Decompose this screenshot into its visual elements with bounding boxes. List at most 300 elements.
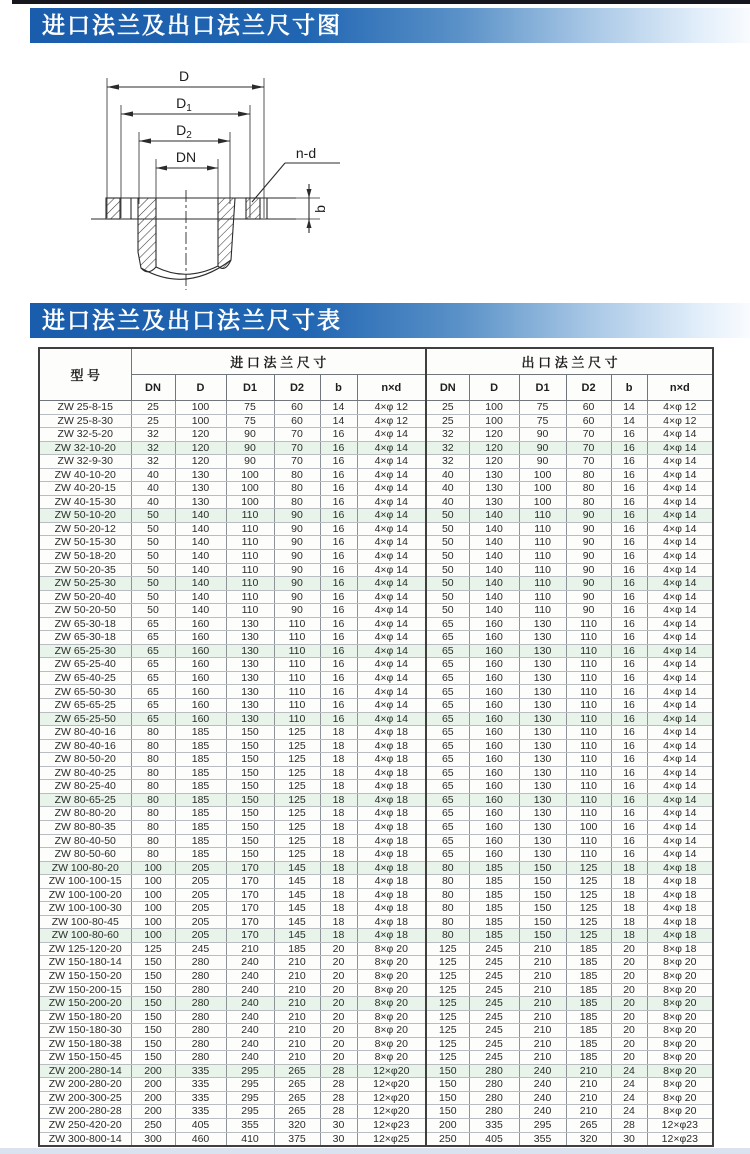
column-header-d2: D2 — [274, 375, 320, 401]
value-cell: 4×φ 14 — [357, 468, 426, 482]
table-row — [39, 522, 713, 536]
value-cell: 50 — [426, 509, 469, 523]
value-cell: 405 — [469, 1132, 519, 1146]
value-cell: 80 — [274, 495, 320, 509]
value-cell: 90 — [566, 536, 611, 550]
value-cell: 185 — [175, 848, 226, 862]
value-cell: 16 — [320, 712, 357, 726]
value-cell: 185 — [175, 834, 226, 848]
model-cell: ZW 50-10-20 — [39, 509, 131, 523]
value-cell: 265 — [274, 1091, 320, 1105]
value-cell: 240 — [519, 1078, 566, 1092]
value-cell: 90 — [274, 563, 320, 577]
value-cell: 110 — [274, 644, 320, 658]
value-cell: 150 — [131, 956, 175, 970]
value-cell: 125 — [566, 888, 611, 902]
value-cell: 18 — [320, 739, 357, 753]
value-cell: 8×φ 20 — [647, 956, 713, 970]
model-cell: ZW 32-5-20 — [39, 428, 131, 442]
value-cell: 200 — [426, 1118, 469, 1132]
value-cell: 125 — [426, 1010, 469, 1024]
table-row — [39, 401, 713, 415]
value-cell: 150 — [226, 834, 274, 848]
value-cell: 125 — [566, 875, 611, 889]
value-cell: 25 — [131, 401, 175, 415]
value-cell: 335 — [175, 1078, 226, 1092]
value-cell: 40 — [426, 468, 469, 482]
value-cell: 16 — [320, 658, 357, 672]
value-cell: 16 — [611, 455, 647, 469]
table-row — [39, 1132, 713, 1146]
value-cell: 4×φ 14 — [647, 807, 713, 821]
value-cell: 110 — [566, 766, 611, 780]
value-cell: 8×φ 20 — [647, 1010, 713, 1024]
value-cell: 150 — [131, 969, 175, 983]
value-cell: 110 — [226, 590, 274, 604]
value-cell: 280 — [175, 1037, 226, 1051]
value-cell: 14 — [611, 414, 647, 428]
column-header-dn: DN — [426, 375, 469, 401]
table-row — [39, 780, 713, 794]
value-cell: 90 — [274, 536, 320, 550]
sub-header-row — [39, 375, 713, 401]
value-cell: 8×φ 20 — [357, 983, 426, 997]
value-cell: 75 — [519, 414, 566, 428]
value-cell: 18 — [611, 888, 647, 902]
value-cell: 8×φ 20 — [647, 1091, 713, 1105]
value-cell: 4×φ 18 — [357, 848, 426, 862]
value-cell: 4×φ 14 — [647, 848, 713, 862]
model-cell: ZW 65-25-40 — [39, 658, 131, 672]
value-cell: 160 — [469, 739, 519, 753]
value-cell: 16 — [320, 617, 357, 631]
table-row — [39, 753, 713, 767]
value-cell: 245 — [469, 997, 519, 1011]
value-cell: 150 — [519, 888, 566, 902]
value-cell: 140 — [175, 536, 226, 550]
value-cell: 160 — [469, 726, 519, 740]
value-cell: 150 — [226, 726, 274, 740]
value-cell: 16 — [611, 685, 647, 699]
value-cell: 4×φ 14 — [357, 712, 426, 726]
value-cell: 80 — [274, 468, 320, 482]
value-cell: 30 — [611, 1132, 647, 1146]
value-cell: 4×φ 14 — [647, 428, 713, 442]
value-cell: 265 — [274, 1105, 320, 1119]
table-row — [39, 509, 713, 523]
value-cell: 160 — [175, 644, 226, 658]
value-cell: 210 — [274, 1037, 320, 1051]
value-cell: 16 — [320, 455, 357, 469]
table-row — [39, 997, 713, 1011]
thickness-dimension — [278, 184, 328, 233]
value-cell: 65 — [426, 644, 469, 658]
value-cell: 12×φ20 — [357, 1078, 426, 1092]
value-cell: 16 — [611, 834, 647, 848]
value-cell: 210 — [274, 1010, 320, 1024]
value-cell: 65 — [426, 712, 469, 726]
value-cell: 50 — [426, 577, 469, 591]
value-cell: 18 — [320, 915, 357, 929]
value-cell: 120 — [469, 455, 519, 469]
value-cell: 110 — [566, 807, 611, 821]
value-cell: 8×φ 20 — [647, 1105, 713, 1119]
table-row — [39, 712, 713, 726]
section-title-table: 进口法兰及出口法兰尺寸表 — [30, 303, 750, 338]
value-cell: 70 — [274, 455, 320, 469]
value-cell: 20 — [611, 956, 647, 970]
value-cell: 90 — [519, 428, 566, 442]
value-cell: 4×φ 18 — [357, 902, 426, 916]
value-cell: 80 — [426, 861, 469, 875]
value-cell: 245 — [469, 1024, 519, 1038]
value-cell: 130 — [226, 644, 274, 658]
value-cell: 16 — [611, 495, 647, 509]
value-cell: 4×φ 14 — [647, 536, 713, 550]
value-cell: 160 — [469, 617, 519, 631]
value-cell: 16 — [320, 563, 357, 577]
value-cell: 14 — [320, 401, 357, 415]
value-cell: 100 — [131, 902, 175, 916]
value-cell: 110 — [519, 522, 566, 536]
value-cell: 65 — [426, 766, 469, 780]
value-cell: 80 — [131, 820, 175, 834]
table-row — [39, 550, 713, 564]
value-cell: 150 — [226, 780, 274, 794]
value-cell: 8×φ 20 — [357, 1051, 426, 1065]
value-cell: 4×φ 14 — [357, 631, 426, 645]
value-cell: 4×φ 14 — [357, 550, 426, 564]
value-cell: 160 — [175, 617, 226, 631]
value-cell: 140 — [469, 604, 519, 618]
value-cell: 90 — [566, 522, 611, 536]
value-cell: 8×φ 20 — [357, 969, 426, 983]
value-cell: 50 — [131, 563, 175, 577]
value-cell: 130 — [226, 671, 274, 685]
value-cell: 65 — [426, 617, 469, 631]
value-cell: 18 — [320, 848, 357, 862]
value-cell: 210 — [226, 942, 274, 956]
value-cell: 125 — [274, 739, 320, 753]
value-cell: 280 — [175, 997, 226, 1011]
value-cell: 18 — [320, 726, 357, 740]
value-cell: 8×φ 20 — [647, 1024, 713, 1038]
value-cell: 90 — [226, 428, 274, 442]
value-cell: 90 — [566, 577, 611, 591]
flange-body — [91, 198, 296, 279]
value-cell: 80 — [131, 807, 175, 821]
value-cell: 280 — [469, 1064, 519, 1078]
value-cell: 70 — [566, 441, 611, 455]
value-cell: 130 — [226, 699, 274, 713]
value-cell: 70 — [566, 428, 611, 442]
value-cell: 150 — [131, 1024, 175, 1038]
value-cell: 125 — [131, 942, 175, 956]
value-cell: 320 — [274, 1118, 320, 1132]
value-cell: 125 — [566, 861, 611, 875]
value-cell: 160 — [469, 685, 519, 699]
value-cell: 18 — [320, 902, 357, 916]
value-cell: 130 — [519, 617, 566, 631]
value-cell: 4×φ 18 — [357, 888, 426, 902]
value-cell: 40 — [131, 482, 175, 496]
value-cell: 24 — [611, 1064, 647, 1078]
value-cell: 8×φ 20 — [357, 1024, 426, 1038]
value-cell: 130 — [469, 468, 519, 482]
label-D: D — [178, 68, 190, 84]
value-cell: 245 — [469, 956, 519, 970]
value-cell: 18 — [611, 929, 647, 943]
value-cell: 20 — [611, 983, 647, 997]
value-cell: 65 — [131, 671, 175, 685]
table-row — [39, 942, 713, 956]
value-cell: 170 — [226, 875, 274, 889]
value-cell: 18 — [611, 861, 647, 875]
value-cell: 110 — [274, 658, 320, 672]
model-cell: ZW 25-8-15 — [39, 401, 131, 415]
value-cell: 4×φ 14 — [357, 522, 426, 536]
value-cell: 16 — [320, 644, 357, 658]
value-cell: 125 — [274, 834, 320, 848]
value-cell: 90 — [274, 522, 320, 536]
value-cell: 4×φ 14 — [647, 834, 713, 848]
value-cell: 280 — [175, 1024, 226, 1038]
value-cell: 16 — [320, 685, 357, 699]
value-cell: 4×φ 18 — [357, 929, 426, 943]
value-cell: 50 — [131, 536, 175, 550]
value-cell: 140 — [469, 536, 519, 550]
value-cell: 18 — [320, 929, 357, 943]
value-cell: 8×φ 20 — [647, 1064, 713, 1078]
table-row — [39, 536, 713, 550]
value-cell: 16 — [320, 604, 357, 618]
value-cell: 25 — [426, 401, 469, 415]
value-cell: 150 — [131, 1010, 175, 1024]
value-cell: 185 — [175, 793, 226, 807]
value-cell: 110 — [566, 793, 611, 807]
value-cell: 18 — [320, 753, 357, 767]
value-cell: 140 — [175, 550, 226, 564]
value-cell: 410 — [226, 1132, 274, 1146]
value-cell: 140 — [175, 604, 226, 618]
value-cell: 150 — [226, 766, 274, 780]
table-row — [39, 685, 713, 699]
value-cell: 150 — [426, 1064, 469, 1078]
table-row — [39, 929, 713, 943]
model-cell: ZW 65-30-18 — [39, 617, 131, 631]
value-cell: 20 — [320, 997, 357, 1011]
table-row — [39, 414, 713, 428]
value-cell: 90 — [274, 550, 320, 564]
model-cell: ZW 100-80-45 — [39, 915, 131, 929]
value-cell: 32 — [426, 428, 469, 442]
value-cell: 4×φ 14 — [647, 495, 713, 509]
value-cell: 375 — [274, 1132, 320, 1146]
value-cell: 140 — [469, 590, 519, 604]
value-cell: 125 — [274, 807, 320, 821]
model-cell: ZW 40-15-30 — [39, 495, 131, 509]
value-cell: 245 — [469, 1037, 519, 1051]
model-cell: ZW 25-8-30 — [39, 414, 131, 428]
value-cell: 16 — [320, 536, 357, 550]
value-cell: 80 — [131, 793, 175, 807]
value-cell: 210 — [519, 1037, 566, 1051]
model-cell: ZW 200-300-25 — [39, 1091, 131, 1105]
value-cell: 185 — [566, 997, 611, 1011]
value-cell: 16 — [611, 807, 647, 821]
value-cell: 110 — [519, 509, 566, 523]
value-cell: 16 — [320, 577, 357, 591]
value-cell: 28 — [611, 1118, 647, 1132]
value-cell: 145 — [274, 888, 320, 902]
value-cell: 125 — [426, 1024, 469, 1038]
value-cell: 16 — [320, 495, 357, 509]
value-cell: 4×φ 14 — [647, 658, 713, 672]
model-cell: ZW 50-18-20 — [39, 550, 131, 564]
value-cell: 16 — [320, 482, 357, 496]
value-cell: 4×φ 14 — [647, 753, 713, 767]
value-cell: 30 — [320, 1132, 357, 1146]
value-cell: 130 — [519, 726, 566, 740]
value-cell: 160 — [175, 658, 226, 672]
value-cell: 130 — [226, 631, 274, 645]
value-cell: 90 — [566, 563, 611, 577]
value-cell: 32 — [426, 441, 469, 455]
value-cell: 20 — [611, 1051, 647, 1065]
value-cell: 100 — [175, 414, 226, 428]
value-cell: 40 — [131, 495, 175, 509]
table-row — [39, 1064, 713, 1078]
value-cell: 90 — [274, 577, 320, 591]
value-cell: 4×φ 14 — [647, 644, 713, 658]
value-cell: 50 — [131, 509, 175, 523]
value-cell: 65 — [426, 726, 469, 740]
value-cell: 4×φ 14 — [357, 644, 426, 658]
value-cell: 65 — [426, 631, 469, 645]
value-cell: 32 — [426, 455, 469, 469]
value-cell: 4×φ 14 — [647, 577, 713, 591]
value-cell: 280 — [175, 969, 226, 983]
value-cell: 28 — [320, 1091, 357, 1105]
model-cell: ZW 80-50-20 — [39, 753, 131, 767]
value-cell: 4×φ 14 — [647, 685, 713, 699]
model-cell: ZW 65-40-25 — [39, 671, 131, 685]
value-cell: 4×φ 18 — [357, 807, 426, 821]
export-group-header: 出 口 法 兰 尺 寸 — [426, 348, 713, 375]
value-cell: 125 — [566, 902, 611, 916]
value-cell: 160 — [469, 780, 519, 794]
value-cell: 90 — [274, 509, 320, 523]
value-cell: 4×φ 18 — [647, 929, 713, 943]
value-cell: 210 — [519, 1024, 566, 1038]
value-cell: 20 — [611, 1024, 647, 1038]
value-cell: 200 — [131, 1064, 175, 1078]
model-cell: ZW 65-25-50 — [39, 712, 131, 726]
value-cell: 100 — [519, 482, 566, 496]
value-cell: 120 — [469, 428, 519, 442]
value-cell: 4×φ 14 — [647, 780, 713, 794]
table-row — [39, 726, 713, 740]
value-cell: 295 — [519, 1118, 566, 1132]
value-cell: 210 — [519, 956, 566, 970]
value-cell: 75 — [226, 414, 274, 428]
value-cell: 20 — [320, 1037, 357, 1051]
value-cell: 205 — [175, 902, 226, 916]
value-cell: 130 — [226, 712, 274, 726]
value-cell: 240 — [226, 969, 274, 983]
value-cell: 90 — [226, 455, 274, 469]
value-cell: 185 — [469, 875, 519, 889]
value-cell: 8×φ 20 — [647, 1078, 713, 1092]
value-cell: 185 — [469, 902, 519, 916]
model-cell: ZW 200-280-20 — [39, 1078, 131, 1092]
section-title-diagram: 进口法兰及出口法兰尺寸图 — [30, 8, 750, 43]
value-cell: 4×φ 14 — [647, 455, 713, 469]
value-cell: 4×φ 18 — [647, 915, 713, 929]
value-cell: 185 — [566, 956, 611, 970]
value-cell: 185 — [469, 861, 519, 875]
value-cell: 80 — [131, 766, 175, 780]
value-cell: 12×φ23 — [647, 1118, 713, 1132]
value-cell: 100 — [131, 861, 175, 875]
value-cell: 110 — [519, 590, 566, 604]
value-cell: 335 — [469, 1118, 519, 1132]
value-cell: 20 — [320, 983, 357, 997]
value-cell: 18 — [320, 875, 357, 889]
value-cell: 16 — [611, 522, 647, 536]
value-cell: 90 — [566, 604, 611, 618]
value-cell: 280 — [175, 983, 226, 997]
value-cell: 18 — [611, 902, 647, 916]
value-cell: 125 — [426, 983, 469, 997]
value-cell: 160 — [175, 712, 226, 726]
value-cell: 140 — [175, 590, 226, 604]
value-cell: 185 — [566, 1010, 611, 1024]
column-header-d2: D2 — [566, 375, 611, 401]
model-cell: ZW 50-20-50 — [39, 604, 131, 618]
value-cell: 20 — [611, 1010, 647, 1024]
value-cell: 205 — [175, 915, 226, 929]
value-cell: 4×φ 14 — [647, 522, 713, 536]
value-cell: 150 — [519, 875, 566, 889]
value-cell: 50 — [426, 590, 469, 604]
label-D2: $D_2$ — [176, 122, 192, 141]
value-cell: 160 — [469, 671, 519, 685]
value-cell: 185 — [175, 753, 226, 767]
value-cell: 50 — [131, 590, 175, 604]
value-cell: 4×φ 14 — [357, 685, 426, 699]
value-cell: 4×φ 14 — [357, 441, 426, 455]
value-cell: 280 — [175, 956, 226, 970]
value-cell: 12×φ20 — [357, 1105, 426, 1119]
value-cell: 280 — [469, 1078, 519, 1092]
value-cell: 125 — [274, 820, 320, 834]
value-cell: 18 — [320, 766, 357, 780]
value-cell: 250 — [426, 1132, 469, 1146]
value-cell: 75 — [226, 401, 274, 415]
value-cell: 185 — [566, 1051, 611, 1065]
value-cell: 4×φ 14 — [647, 631, 713, 645]
value-cell: 130 — [519, 807, 566, 821]
table-row — [39, 482, 713, 496]
value-cell: 100 — [131, 929, 175, 943]
value-cell: 110 — [226, 522, 274, 536]
value-cell: 110 — [566, 617, 611, 631]
value-cell: 4×φ 18 — [357, 834, 426, 848]
value-cell: 20 — [320, 942, 357, 956]
value-cell: 210 — [274, 997, 320, 1011]
value-cell: 125 — [274, 848, 320, 862]
